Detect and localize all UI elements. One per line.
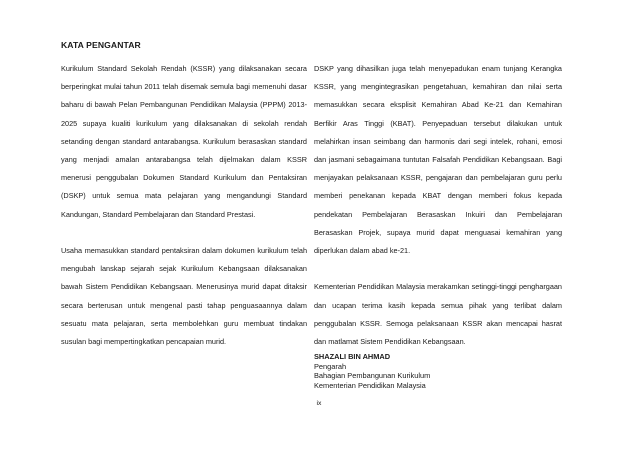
paragraph: Usaha memasukkan standard pentaksiran dalam dokumen kurikulum telah mengubah lanskap sejarah sejak Kurikulum Kebangsaan dilaksanakan bawah Sistem Pendidikan Kebangsaan. Menerusinya murid dapat ditaksir secara berterusan untuk mengenal pasti tahap penguasaannya dalam sesuatu mata pelajaran, serta membolehkan guru membuat tindakan susulan bagi mempertingkatkan pencapaian murid.: [61, 246, 307, 347]
right-column: [314, 60, 562, 351]
signatory-department: Bahagian Pembangunan Kurikulum: [314, 371, 431, 381]
paragraph: Kurikulum Standard Sekolah Rendah (KSSR) yang dilaksanakan secara berperingkat mulai tahun 2011 telah disemak semula bagi memenuhi dasar baharu di bawah Pelan Pembangunan Pendidikan Malaysia (PPPM) 2013-2025 supaya kualiti kurikulum yang dilaksanakan di sekolah rendah setanding dengan standard antarabangsa. Kurikulum berasaskan standard yang menjadi amalan antarabangsa telah dijelmakan dalam KSSR menerusi penggubalan Dokumen Standard Kurikulum dan Pentaksiran (DSKP) untuk semua mata pelajaran yang mengandungi Standard Kandungan, Standard Pembelajaran dan Standard Prestasi.: [61, 64, 307, 219]
page-number: ix: [316, 400, 322, 407]
paragraph: DSKP yang dihasilkan juga telah menyepadukan enam tunjang Kerangka KSSR, yang mengintegrasikan pengetahuan, kemahiran dan nilai serta memasukkan secara eksplisit Kemahiran Abad Ke-21 dan Kemahiran Berfikir Aras Tinggi (KBAT). Penyepaduan tersebut dilakukan untuk melahirkan insan seimbang dan harmonis dari segi intelek, rohani, emosi dan jasmani sebagaimana tuntutan Falsafah Pendidikan Kebangsaan. Bagi menjayakan pelaksanaan KSSR, pengajaran dan pembelajaran guru perlu memberi penekanan kepada KBAT dengan memberi fokus kepada pendekatan Pembelajaran Berasaskan Inkuiri dan Pembelajaran Berasaskan Projek, supaya murid dapat menguasai kemahiran yang diperlukan dalam abad ke-21.: [314, 64, 562, 256]
signatory-name: SHAZALI BIN AHMAD: [314, 352, 391, 361]
signatory-title: Pengarah: [314, 361, 347, 371]
paragraph: Kementerian Pendidikan Malaysia merakamkan setinggi-tinggi penghargaan dan ucapan terima kasih kepada semua pihak yang terlibat dalam penggubalan KSSR. Semoga pelaksanaan KSSR akan mencapai hasrat dan matlamat Sistem Pendidikan Kebangsaan.: [314, 282, 562, 347]
signatory-ministry: Kementerian Pendidikan Malaysia: [314, 380, 426, 390]
page-heading: KATA PENGANTAR: [61, 40, 141, 50]
signature-block: [314, 352, 430, 390]
left-column: [61, 60, 307, 351]
